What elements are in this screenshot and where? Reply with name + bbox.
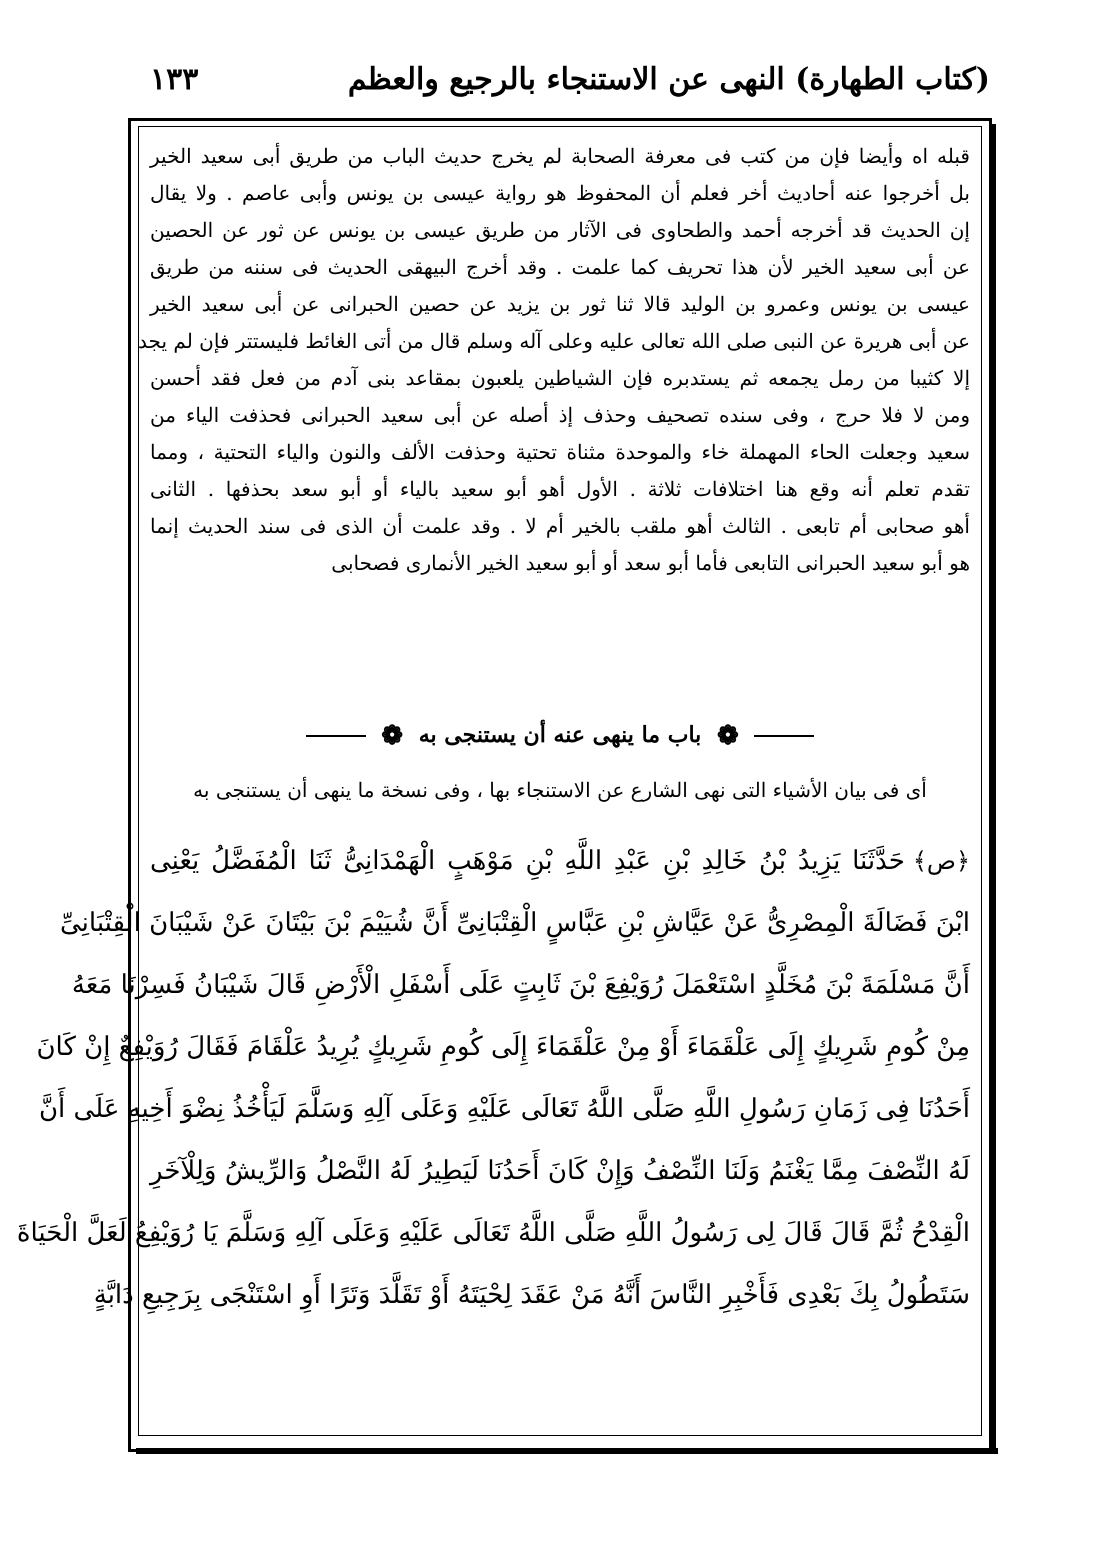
floral-ornament-icon: ❁ xyxy=(381,721,404,751)
commentary-line: تقدم تعلم أنه وقع هنا اختلافات ثلاثة . الأول أهو أبو سعيد بالياء أو أبو سعد بحذفها . الثانى xyxy=(150,477,970,501)
hadith-line: أَنَّ مَسْلَمَةَ بْنَ مُخَلَّدٍ اسْتَعْمَلَ رُوَيْفِعَ بْنَ ثَابِتٍ عَلَى أَسْفَلِ الْأَرْضِ قَالَ شَيْبَانُ فَسِرْنَا مَعَهُ xyxy=(71,970,970,1000)
commentary-line: سعيد وجعلت الحاء المهملة خاء والموحدة مثناة تحتية وحذفت الألف والنون والياء التحتية ، ومما xyxy=(150,440,970,464)
commentary-line: قبله اه وأيضا فإن من كتب فى معرفة الصحابة لم يخرج حديث الباب من طريق أبى سعيد الخير xyxy=(150,144,970,168)
chapter-title: باب ما ينهى عنه أن يستنجى به xyxy=(418,722,702,748)
heading-rule-left xyxy=(306,735,366,737)
chapter-explanation: أى فى بيان الأشياء التى نهى الشارع عن الاستنجاء بها ، وفى نسخة ما ينهى أن يستنجى به xyxy=(193,778,927,802)
commentary-line: بل أخرجوا عنه أحاديث أخر فعلم أن المحفوظ هو رواية عيسى بن يونس وأبى عاصم . ولا يقال xyxy=(150,181,970,205)
chapter-heading xyxy=(150,710,970,760)
commentary-line: أهو صحابى أم تابعى . الثالث أهو ملقب بالخير أم لا . وقد علمت أن الذى فى سند الحديث إنما xyxy=(150,514,970,538)
page-header xyxy=(130,58,990,110)
hadith-line: الْقِدْحُ ثُمَّ قَالَ قَالَ لِى رَسُولُ اللَّهِ صَلَّى اللَّهُ تَعَالَى عَلَيْهِ وَعَلَى آلِهِ وَسَلَّمَ يَا رُوَيْفِعُ لَعَلَّ الْحَيَاةَ xyxy=(16,1218,970,1248)
commentary-line: إلا كثيبا من رمل يجمعه ثم يستدبره فإن الشياطين يلعبون بمقاعد بنى آدم من فعل فقد أحسن xyxy=(150,366,970,390)
hadith-line: لَهُ النِّصْفَ مِمَّا يَغْنَمُ وَلَنَا النِّصْفُ وَإِنْ كَانَ أَحَدُنَا لَيَطِيرُ لَهُ النَّصْلُ وَالرِّيشُ وَلِلْآخَرِ xyxy=(150,1156,970,1186)
hadith-line: مِنْ كُومِ شَرِيكٍ إِلَى عَلْقَمَاءَ أَوْ مِنْ عَلْقَمَاءَ إِلَى كُومِ شَرِيكٍ يُرِيدُ عَلْقَامَ فَقَالَ رُوَيْفِعٌ إِنْ كَانَ xyxy=(36,1032,970,1062)
hadith-line: ابْنَ فَضَالَةَ الْمِصْرِىُّ عَنْ عَيَّاشِ بْنِ عَبَّاسٍ الْقِتْبَانِىِّ أَنَّ شُيَيْمَ بْنَ بَيْتَانَ عَنْ شَيْبَانَ الْقِتْبَانِىِّ xyxy=(59,908,970,938)
commentary-line: ومن لا فلا حرج ، وفى سنده تصحيف وحذف إذ أصله عن أبى سعيد الحبرانى فحذفت الياء من xyxy=(150,403,970,427)
hadith-marker: ﴿ص﴾ xyxy=(912,847,970,875)
commentary-block xyxy=(138,138,970,582)
floral-ornament-icon: ❁ xyxy=(716,721,739,751)
heading-rule-right xyxy=(754,735,814,737)
hadith-line: سَتَطُولُ بِكَ بَعْدِى فَأَخْبِرِ النَّاسَ أَنَّهُ مَنْ عَقَدَ لِحْيَتَهُ أَوْ تَقَلَّدَ وَتَرًا أَوِ اسْتَنْجَى بِرَجِيعِ دَابَّةٍ xyxy=(93,1280,970,1310)
page-number: ١٣٣ xyxy=(150,62,199,97)
hadith-line xyxy=(150,830,970,892)
running-title: (كتاب الطهارة) النهى عن الاستنجاء بالرجيع والعظم xyxy=(347,62,990,97)
commentary-line: عيسى بن يونس وعمرو بن الوليد قالا ثنا ثور بن يزيد عن حصين الحبرانى عن أبى سعيد الخير xyxy=(150,292,970,316)
hadith-text-block xyxy=(16,830,970,1326)
hadith-line-text: حَدَّثَنَا يَزِيدُ بْنُ خَالِدِ بْنِ عَبْدِ اللَّهِ بْنِ مَوْهَبٍ الْهَمْدَانِىُّ ثَنَا الْمُفَضَّلُ يَعْنِى xyxy=(150,846,905,876)
hadith-line: أَحَدُنَا فِى زَمَانِ رَسُولِ اللَّهِ صَلَّى اللَّهُ تَعَالَى عَلَيْهِ وَعَلَى آلِهِ وَسَلَّمَ لَيَأْخُذُ نِضْوَ أَخِيهِ عَلَى أَنَّ xyxy=(38,1094,970,1124)
commentary-line: عن أبى هريرة عن النبى صلى الله تعالى عليه وعلى آله وسلم قال من أتى الغائط فليستتر فإن لم يجد xyxy=(138,329,970,353)
commentary-line: إن الحديث قد أخرجه أحمد والطحاوى فى الآثار من طريق عيسى بن يونس عن ثور عن الحصين xyxy=(150,218,970,242)
commentary-line: هو أبو سعيد الحبرانى التابعى فأما أبو سعد أو أبو سعيد الخير الأنمارى فصحابى xyxy=(331,551,970,575)
commentary-line: عن أبى سعيد الخير لأن هذا تحريف كما علمت . وقد أخرج البيهقى الحديث فى سننه من طريق xyxy=(150,255,970,279)
